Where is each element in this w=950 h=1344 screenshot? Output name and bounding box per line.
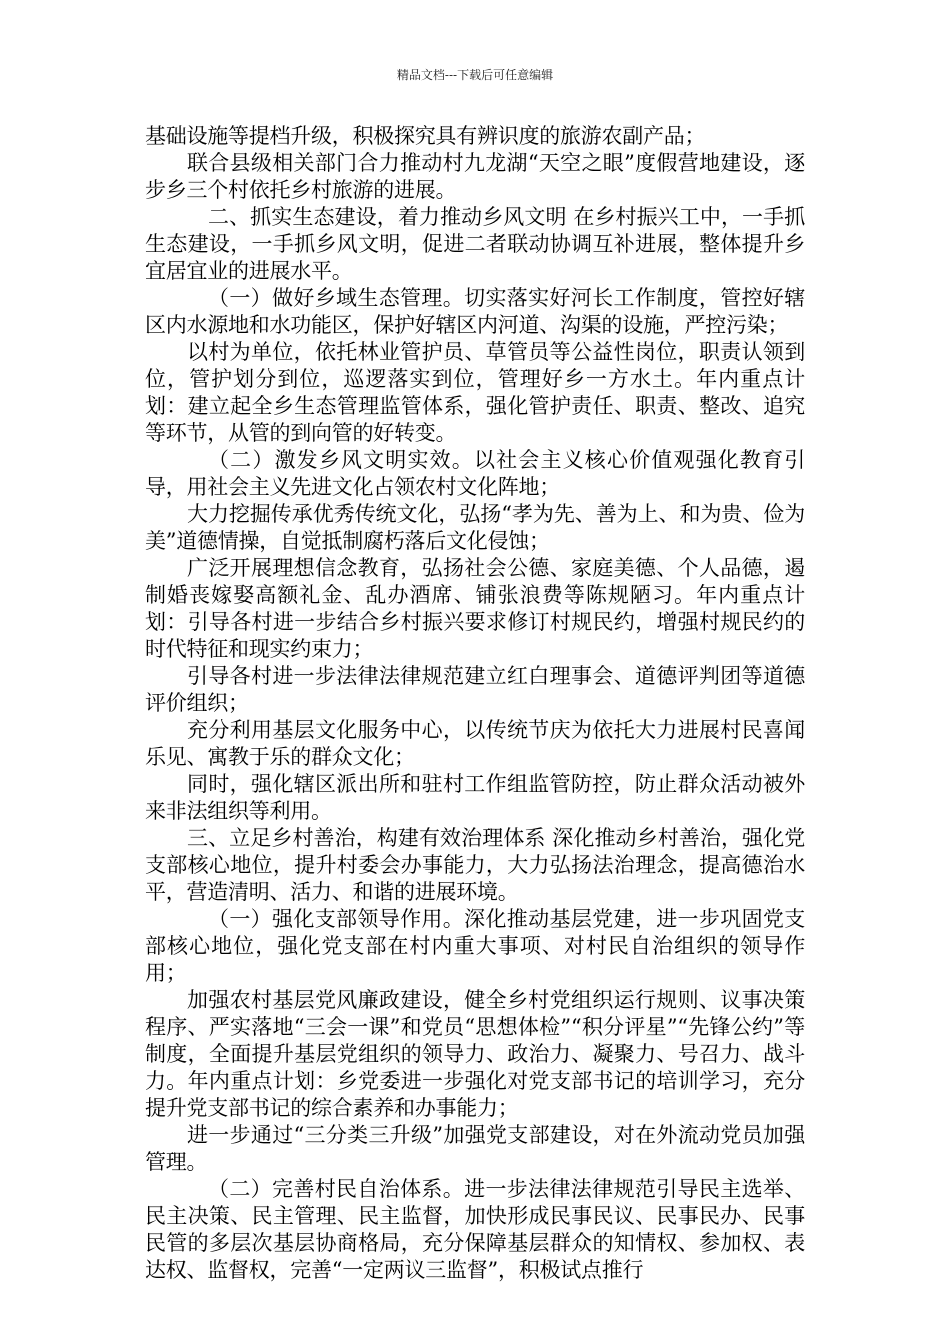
subsection-paragraph: （一）做好乡域生态管理。切实落实好河长工作制度，管控好辖区内水源地和水功能区，保护好辖区内河道、沟渠的设施，严控污染； [145, 286, 805, 337]
section-heading-paragraph: 二、抓实生态建设，着力推动乡风文明 在乡村振兴工中，一手抓生态建设，一手抓乡风文明，促进二者联动协调互补进展，整体提升乡宜居宜业的进展水平。 [145, 205, 805, 283]
paragraph: 大力挖掘传承优秀传统文化，弘扬“孝为先、善为上、和为贵、俭为美”道德情操，自觉抵制腐朽落后文化侵蚀； [145, 502, 805, 553]
paragraph: 加强农村基层党风廉政建设，健全乡村党组织运行规则、议事决策程序、严实落地“三会一课”和党员“思想体检”“积分评星”“先锋公约”等制度，全面提升基层党组织的领导力、政治力、凝聚力、号召力、战斗力。年内重点计划：乡党委进一步强化对党支部书记的培训学习，充分提升党支部书记的综合素养和办事能力； [145, 988, 805, 1120]
body-text [145, 123, 805, 1284]
subsection-paragraph: （二）完善村民自治体系。进一步法律法律规范引导民主选举、民主决策、民主管理、民主监督，加快形成民事民议、民事民办、民事民管的多层次基层协商格局，充分保障基层群众的知情权、参加权、表达权、监督权，完善“一定两议三监督”，积极试点推行 [145, 1177, 805, 1282]
paragraph: 充分利用基层文化服务中心，以传统节庆为依托大力进展村民喜闻乐见、寓教于乐的群众文化； [145, 718, 805, 769]
paragraph: 进一步通过“三分类三升级”加强党支部建设，对在外流动党员加强管理。 [145, 1123, 805, 1174]
subsection-paragraph: （一）强化支部领导作用。深化推动基层党建，进一步巩固党支部核心地位，强化党支部在村内重大事项、对村民自治组织的领导作用； [145, 907, 805, 985]
paragraph: 联合县级相关部门合力推动村九龙湖“天空之眼”度假营地建设，逐步乡三个村依托乡村旅游的进展。 [145, 151, 805, 202]
paragraph: 以村为单位，依托林业管护员、草管员等公益性岗位，职责认领到位，管护划分到位，巡逻落实到位，管理好乡一方水土。年内重点计划：建立起全乡生态管理监管体系，强化管护责任、职责、整改、追究等环节，从管的到向管的好转变。 [145, 340, 805, 445]
paragraph: 同时，强化辖区派出所和驻村工作组监管防控，防止群众活动被外来非法组织等利用。 [145, 772, 805, 823]
paragraph: 引导各村进一步法律法律规范建立红白理事会、道德评判团等道德评价组织； [145, 664, 805, 715]
section-heading-paragraph: 三、立足乡村善治，构建有效治理体系 深化推动乡村善治，强化党支部核心地位，提升村委会办事能力，大力弘扬法治理念，提高德治水平，营造清明、活力、和谐的进展环境。 [145, 826, 805, 904]
page-header: 精品文档---下载后可任意编辑 [396, 68, 554, 82]
subsection-paragraph: （二）激发乡风文明实效。以社会主义核心价值观强化教育引导，用社会主义先进文化占领农村文化阵地； [145, 448, 805, 499]
paragraph: 基础设施等提档升级，积极探究具有辨识度的旅游农副产品； [145, 124, 706, 148]
paragraph: 广泛开展理想信念教育，弘扬社会公德、家庭美德、个人品德，遏制婚丧嫁娶高额礼金、乱办酒席、铺张浪费等陈规陋习。年内重点计划：引导各村进一步结合乡村振兴要求修订村规民约，增强村规民约的时代特征和现实约束力； [145, 556, 805, 661]
